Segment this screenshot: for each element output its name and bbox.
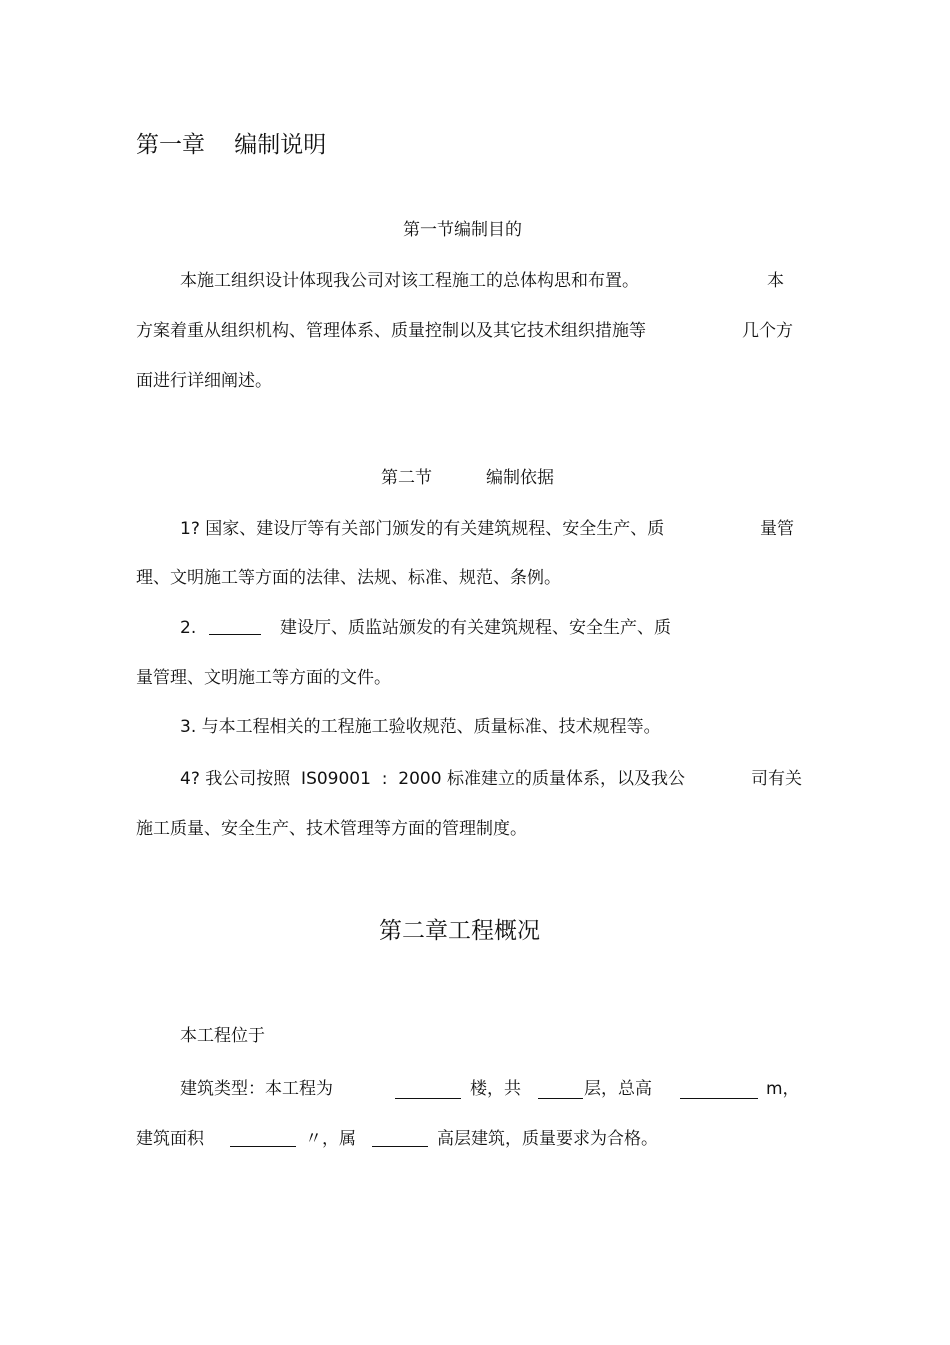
chapter-1-title: 第一章 编制说明: [136, 132, 327, 158]
basis-item-1-line-1: 1? 国家、建设厅等有关部门颁发的有关建筑规程、安全生产、质: [180, 519, 665, 539]
section-2-title-text: 编制依据: [486, 468, 554, 488]
building-type-label: 建筑类型：本工程为: [180, 1079, 333, 1099]
basis-item-1-line-1-tail: 量管: [760, 519, 794, 539]
floor-count-blank: [538, 1098, 583, 1099]
project-location-line: 本工程位于: [180, 1026, 265, 1046]
basis-item-2-blank: [209, 634, 261, 635]
building-unit-ceng: 层，总高: [584, 1079, 652, 1099]
rise-type-blank: [372, 1146, 428, 1147]
building-quality-tail: 高层建筑，质量要求为合格。: [437, 1129, 658, 1149]
section-1-para-line-2-tail: 几个方: [742, 321, 793, 341]
basis-item-4-line-2: 施工质量、安全生产、技术管理等方面的管理制度。: [136, 819, 527, 839]
height-blank: [680, 1098, 758, 1099]
building-area-unit: 〃，属: [305, 1129, 356, 1149]
building-name-blank: [395, 1098, 461, 1099]
building-unit-lou: 楼，共: [470, 1079, 521, 1099]
section-1-para-line-3: 面进行详细阐述。: [136, 371, 272, 391]
section-2-title-number: 第二节: [381, 468, 432, 488]
chapter-2-title: 第二章工程概况: [379, 918, 540, 944]
building-unit-m: m，: [766, 1079, 800, 1099]
building-area-label: 建筑面积: [136, 1129, 204, 1149]
section-1-para-line-2: 方案着重从组织机构、管理体系、质量控制以及其它技术组织措施等: [136, 321, 646, 341]
section-1-para-line-1-tail: 本: [767, 271, 784, 291]
basis-item-2-line-1: 建设厅、质监站颁发的有关建筑规程、安全生产、质: [280, 618, 671, 638]
basis-item-2-line-2: 量管理、文明施工等方面的文件。: [136, 668, 391, 688]
basis-item-4-line-1: 4? 我公司按照 IS09001 : 2000 标准建立的质量体系，以及我公: [180, 769, 685, 789]
section-1-title: 第一节编制目的: [403, 220, 522, 240]
area-blank: [230, 1146, 296, 1147]
basis-item-2-number: 2.: [180, 618, 197, 638]
basis-item-4-line-1-tail: 司有关: [751, 769, 802, 789]
section-1-para-line-1: 本施工组织设计体现我公司对该工程施工的总体构思和布置。: [180, 271, 639, 291]
basis-item-3-line-1: 3. 与本工程相关的工程施工验收规范、质量标准、技术规程等。: [180, 717, 661, 737]
basis-item-1-line-2: 理、文明施工等方面的法律、法规、标准、规范、条例。: [136, 568, 561, 588]
